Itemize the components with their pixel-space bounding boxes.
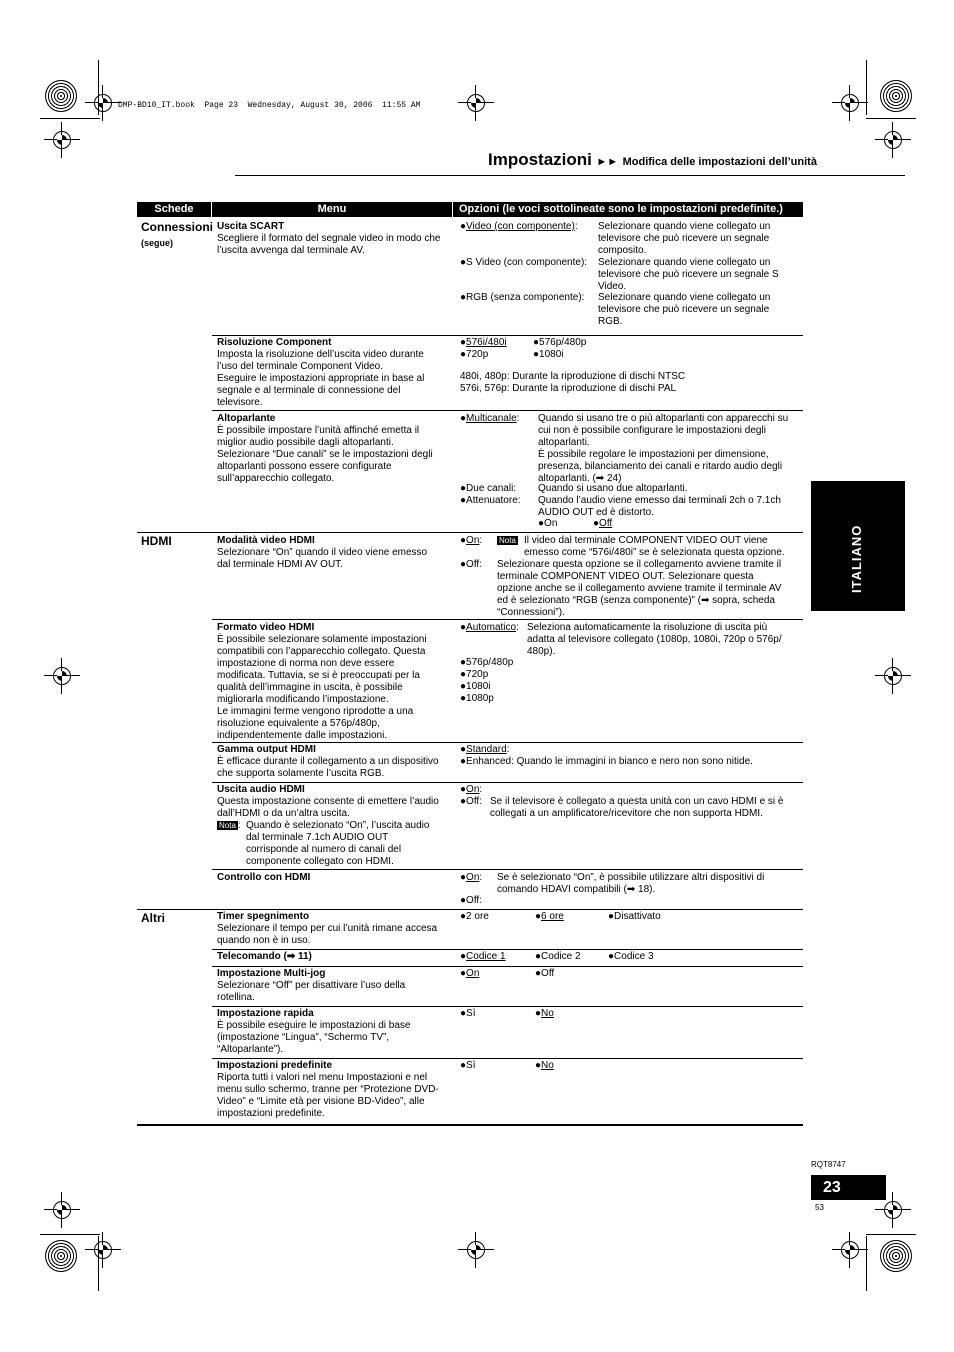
option-disattivato: ●Disattivato (608, 911, 661, 922)
option-on: ●On: (460, 535, 483, 546)
crosshair-icon (832, 1232, 868, 1268)
menu-title-risoluzione: Risoluzione Component (217, 337, 332, 348)
suboption-off: ●Off (593, 518, 613, 529)
row-divider (212, 869, 803, 870)
option-no: ●No (535, 1008, 554, 1019)
row-divider (212, 949, 803, 950)
option-enhanced: ●Enhanced: Quando le immagini in bianco e nero non sono nitide. (460, 756, 753, 767)
crosshair-icon (44, 658, 80, 694)
option-720p: ●720p (460, 349, 489, 360)
row-divider (212, 1058, 803, 1059)
page-title: Impostazioni (488, 150, 592, 169)
row-divider (212, 410, 803, 411)
crosshair-icon (458, 85, 494, 121)
crosshair-icon (832, 85, 868, 121)
menu-title-altoparlante: Altoparlante (217, 413, 276, 424)
option-off: ●Off (535, 968, 555, 979)
menu-title-formato-video: Formato video HDMI (217, 622, 315, 633)
option-6-ore: ●6 ore (535, 911, 564, 922)
row-divider (212, 1006, 803, 1007)
option-desc: Selezionare questa opzione se il collegamento avviene tramite il terminale COMPONENT VIDEO OUT. Selezionare questa opzione anche se il collegamento avviene tramite il terminale AV ed è selezionato “RGB (senza componente)” (➡ sopra, scheda “Connessioni”). (497, 559, 782, 618)
note-ntsc: 480i, 480p: Durante la riproduzione di dischi NTSC (460, 371, 686, 382)
page-subtitle: Modifica delle impostazioni dell’unità (622, 156, 817, 168)
option-si: ●Sì (460, 1060, 476, 1071)
option-desc: Se il televisore è collegato a questa unità con un cavo HDMI e si è collegati a un amplificatore/ricevitore che non supporta HDMI. (490, 796, 784, 819)
trim-mark (866, 1236, 867, 1291)
option-codice-3: ●Codice 3 (608, 951, 654, 962)
option-standard: ●Standard: (460, 744, 510, 755)
registration-target-icon (45, 1240, 77, 1272)
menu-desc: È possibile eseguire le impostazioni di base (impostazione “Lingua”, “Schermo TV”, “Altoparlante”). (217, 1020, 411, 1055)
header-rule (235, 175, 905, 176)
column-header-menu: Menu (212, 202, 452, 217)
table-bottom-rule (137, 1124, 803, 1126)
option-desc: Quando si usano due altoparlanti. (538, 483, 688, 494)
page-number: 23 (811, 1175, 886, 1200)
page-header (488, 150, 817, 170)
row-divider (212, 742, 803, 743)
menu-title-predefinite: Impostazioni predefinite (217, 1060, 333, 1071)
row-divider (212, 335, 803, 336)
menu-title-uscita-scart: Uscita SCART (217, 221, 285, 232)
option-2-ore: ●2 ore (460, 911, 489, 922)
trim-mark (40, 1234, 100, 1235)
option-desc: Se è selezionato “On”, è possibile utilizzare altri dispositivi di comando HDAVI compatibili (➡ 18). (497, 872, 765, 895)
option-desc: Selezionare quando viene collegato un televisore che può ricevere un segnale S Video. (598, 257, 779, 292)
registration-target-icon (45, 80, 77, 112)
language-side-tab: ITALIANO (811, 481, 905, 611)
option-off: ●Off: (460, 559, 482, 570)
option-off: ●Off: (460, 796, 482, 807)
menu-desc: È possibile impostare l’unità affinché emetta il miglior audio possibile dagli altoparlanti. Selezionare “Due canali” se le impostazioni degli altoparlanti possono essere configurate sull’apparecchio collegato. (217, 425, 433, 484)
menu-title-timer: Timer spegnimento (217, 911, 310, 922)
option-desc: Quando si usano tre o più altoparlanti con apparecchi su cui non è possibile configurare le impostazioni degli altoparlanti. È possibile regolare le impostazioni per dimensione, presenza, bilanciamento dei canali e ritardo audio degli altoparlanti. (➡ 24) (538, 413, 789, 484)
row-divider (137, 532, 803, 533)
option-video: ●Video (con componente): (460, 221, 578, 232)
option-on: ●On (460, 968, 480, 979)
option-attenuatore: ●Attenuatore: (460, 495, 521, 506)
option-multicanale: ●Multicanale: (460, 413, 520, 424)
menu-title-gamma: Gamma output HDMI (217, 744, 316, 755)
option-codice-1: ●Codice 1 (460, 951, 506, 962)
document-code: RQT8747 (811, 1160, 846, 1169)
arrows-icon: ►► (596, 156, 619, 168)
option-1080i: ●1080i (533, 349, 564, 360)
crosshair-icon (44, 1192, 80, 1228)
option-on: ●On: (460, 872, 483, 883)
tab-segue: (segue) (141, 238, 174, 248)
crosshair-icon (875, 122, 911, 158)
file-header: DMP-BD10_IT.book Page 23 Wednesday, August 30, 2006 11:55 AM (118, 101, 421, 110)
menu-desc: Selezionare il tempo per cui l’unità rimane accesa quando non è in uso. (217, 923, 438, 946)
menu-title-telecomando: Telecomando (➡ 11) (217, 951, 312, 962)
trim-mark (866, 60, 867, 115)
option-desc: Selezionare quando viene collegato un televisore che può ricevere un segnale RGB. (598, 292, 771, 327)
option-desc: Seleziona automaticamente la risoluzione di uscita più adatta al televisore collegato (1080p, 1080i, 720p o 576p/ 480p). (527, 622, 782, 657)
suboption-on: ●On (538, 518, 558, 529)
trim-mark (98, 60, 99, 115)
option-on: ●On: (460, 784, 483, 795)
crosshair-icon (85, 1232, 121, 1268)
crosshair-icon (875, 658, 911, 694)
column-header-schede: Schede (137, 202, 211, 217)
row-divider (212, 782, 803, 783)
crosshair-icon (44, 122, 80, 158)
trim-mark (866, 118, 916, 119)
nota-badge: Nota : (219, 820, 241, 831)
option-desc: Selezionare quando viene collegato un televisore che può ricevere un segnale composito. (598, 221, 771, 256)
registration-target-icon (880, 1240, 912, 1272)
tab-altri: Altri (141, 911, 165, 925)
row-divider (137, 909, 803, 910)
trim-mark (98, 1236, 99, 1291)
trim-mark (40, 118, 100, 119)
registration-target-icon (880, 80, 912, 112)
menu-desc: Selezionare “On” quando il video viene emesso dal terminale HDMI AV OUT. (217, 547, 428, 570)
nota-badge: Nota (499, 536, 516, 545)
note-pal: 576i, 576p: Durante la riproduzione di dischi PAL (460, 383, 677, 394)
option-codice-2: ●Codice 2 (535, 951, 581, 962)
crosshair-icon (458, 1232, 494, 1268)
option-s-video: ●S Video (con componente): (460, 257, 588, 268)
option-desc: Il video dal terminale COMPONENT VIDEO OUT viene emesso come “576i/480i” se è selezionata questa opzione. (524, 535, 785, 558)
option-list: ●576p/480p ●720p ●1080i ●1080p (460, 657, 514, 704)
option-no: ●No (535, 1060, 554, 1071)
crosshair-icon (85, 85, 121, 121)
menu-desc: È possibile selezionare solamente impostazioni compatibili con l’apparecchio collegato. Questa impostazione di norma non deve essere modificata. Tuttavia, se si è preoccupati per la qualità dell’immagine in uscita, è possibile migliorarla modificando l’impostazione. Le immagini ferme vengono riprodotte a una risoluzione equivalente a 576p/480p, indipendentemente dalle impostazioni. (217, 634, 427, 741)
option-desc: Quando l’audio viene emesso dai terminali 2ch o 7.1ch AUDIO OUT ed è distorto. (538, 495, 781, 518)
menu-desc: Riporta tutti i valori nel menu Impostazioni e nel menu sullo schermo, tranne per “Protezione DVD- Video” e “Limite età per visione BD-Video”, alle impostazioni predefinite. (217, 1072, 439, 1119)
menu-desc: Selezionare “Off” per disattivare l’uso della rotellina. (217, 980, 406, 1003)
menu-title-rapida: Impostazione rapida (217, 1008, 314, 1019)
option-automatico: ●Automatico: (460, 622, 519, 633)
option-576p: ●576p/480p (533, 337, 587, 348)
option-si: ●Sì (460, 1008, 476, 1019)
row-divider (212, 966, 803, 967)
nota-text: Quando è selezionato “On”, l’uscita audio dal terminale 7.1ch AUDIO OUT corrisponde al numero di canali del componente collegato con HDMI. (246, 820, 430, 867)
tab-connessioni: Connessioni (141, 220, 214, 234)
row-divider (212, 619, 803, 620)
menu-title-modalita-video: Modalità video HDMI (217, 535, 315, 546)
option-due-canali: ●Due canali: (460, 483, 517, 494)
menu-desc: Imposta la risoluzione dell’uscita video durante l’uso del terminale Component Video. Eseguire le impostazioni appropriate in base al segnale e al terminale di connessione del televisore. (217, 349, 425, 408)
column-header-opzioni: Opzioni (le voci sottolineate sono le impostazioni predefinite.) (453, 202, 803, 217)
tab-hdmi: HDMI (141, 534, 172, 548)
option-rgb: ●RGB (senza componente): (460, 292, 585, 303)
menu-title-uscita-audio: Uscita audio HDMI (217, 784, 305, 795)
option-off: ●Off: (460, 895, 482, 906)
menu-desc: Questa impostazione consente di emettere l’audio dall’HDMI o da un’altra uscita. (217, 796, 439, 819)
option-576i: ●576i/480i (460, 337, 507, 348)
menu-title-controllo: Controllo con HDMI (217, 872, 311, 883)
menu-desc: Scegliere il formato del segnale video in modo che l’uscita avvenga dal terminale AV. (217, 233, 441, 256)
trim-mark (866, 1234, 916, 1235)
menu-title-multi-jog: Impostazione Multi-jog (217, 968, 326, 979)
menu-desc: È efficace durante il collegamento a un dispositivo che supporta solamente l’uscita RGB. (217, 756, 439, 779)
small-page-number: 53 (815, 1203, 824, 1212)
